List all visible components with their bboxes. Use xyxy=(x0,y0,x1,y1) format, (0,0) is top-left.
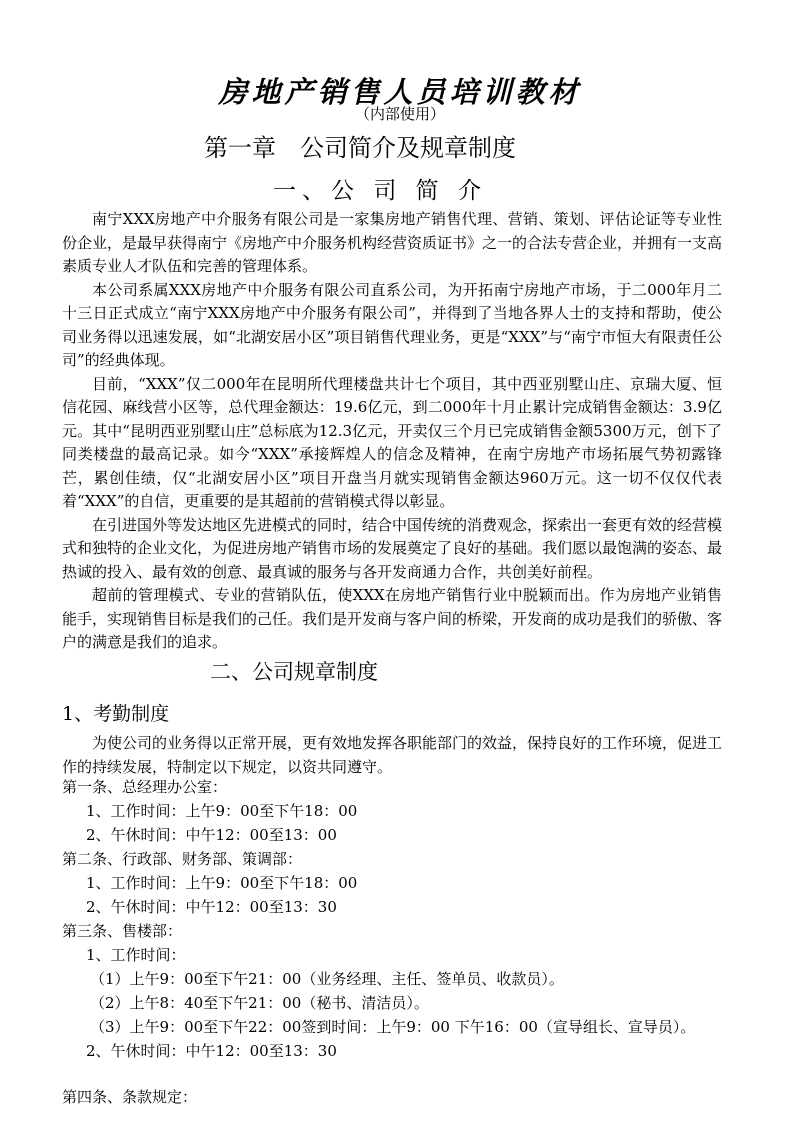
document-title: 房地产销售人员培训教材 xyxy=(218,75,582,109)
rule-line: （3）上午9：00至下午22：00签到时间：上午9：00 下午16：00（宣导组长、宣导员）。 xyxy=(90,1018,696,1036)
rule-article-3: 第三条、售楼部： xyxy=(62,922,183,940)
rule-article-1: 第一条、总经理办公室： xyxy=(62,778,228,796)
attendance-paragraph: 为使公司的业务得以正常开展，更有效地发挥各职能部门的效益，保持良好的工作环境，促进工作的持续发展，特制定以下规定，以资共同遵守。 xyxy=(62,734,723,776)
rule-line: 1、工作时间： xyxy=(86,946,186,964)
subsection-heading-attendance: 1、考勤制度 xyxy=(62,703,170,725)
intro-paragraph: 目前，“XXX”仅二000年在昆明所代理楼盘共计七个项目，其中西亚别墅山庄、京瑞大厦、恒信花园、麻线营小区等，总代理金额达：19.6亿元，到二000年十月止累计完成销售金额达：3.9亿元。其中“昆明西亚别墅山庄”总标底为12.3亿元，开卖仅三个月已完成销售金额5300万元，创下了同类楼盘的最高记录。如今“XXX”承接辉煌人的信念及精神，在南宁房地产市场拓展气势初露锋芒，累创佳绩，仅“北湖安居小区”项目开盘当月就实现销售金额达960万元。这一切不仅仅代表着“XXX”的自信，更重要的是其超前的营销模式得以彰显。 xyxy=(62,374,722,510)
document-subtitle: （内部使用） xyxy=(354,105,445,123)
intro-paragraph: 在引进国外等发达地区先进模式的同时，结合中国传统的消费观念，探索出一套更有效的经营模式和独特的企业文化，为促进房地产销售市场的发展奠定了良好的基础。我们愿以最饱满的姿态、最热诚的投入、最有效的创意、最真诚的服务与各开发商通力合作，共创美好前程。 xyxy=(62,515,723,581)
rule-article-4: 第四条、条款规定： xyxy=(62,1088,198,1106)
section-heading-intro: 一、公 司 简 介 xyxy=(273,178,487,204)
intro-body xyxy=(62,208,722,655)
rule-line: 2、午休时间：中午12：00至13：00 xyxy=(86,826,337,844)
intro-paragraph: 本公司系属XXX房地产中介服务有限公司直系公司，为开拓南宁房地产市场，于二000年月二十三日正式成立“南宁XXX房地产中介服务有限公司”，并得到了当地各界人士的支持和帮助，使公司业务得以迅速发展，如“北湖安居小区”项目销售代理业务，更是“XXX”与“南宁市恒大有限责任公司”的经典体现。 xyxy=(62,280,722,369)
rule-line: 2、午休时间：中午12：00至13：30 xyxy=(86,1042,337,1060)
intro-paragraph: 超前的管理模式、专业的营销队伍，使XXX在房地产销售行业中脱颖而出。作为房地产业销售能手，实现销售目标是我们的己任。我们是开发商与客户间的桥梁，开发商的成功是我们的骄傲、客户的满意是我们的追求。 xyxy=(62,586,723,651)
section-heading-rules: 二、公司规章制度 xyxy=(210,660,378,684)
rule-line: 1、工作时间：上午9：00至下午18：00 xyxy=(86,802,358,820)
chapter-heading: 第一章 公司简介及规章制度 xyxy=(204,134,516,162)
rule-line: 2、午休时间：中午12：00至13：30 xyxy=(86,898,337,916)
rule-line: （1）上午9：00至下午21：00（业务经理、主任、签单员、收款员）。 xyxy=(90,970,564,988)
rule-line: 1、工作时间：上午9：00至下午18：00 xyxy=(86,874,358,892)
rule-line: （2）上午8：40至下午21：00（秘书、清洁员）。 xyxy=(90,994,429,1012)
attendance-body xyxy=(62,732,722,779)
intro-paragraph: 南宁XXX房地产中介服务有限公司是一家集房地产销售代理、营销、策划、评估论证等专业性份企业，是最早获得南宁《房地产中介服务机构经营资质证书》之一的合法专营企业，并拥有一支高素质专业人才队伍和完善的管理体系。 xyxy=(62,210,723,275)
rule-article-2: 第二条、行政部、财务部、策调部： xyxy=(62,850,303,868)
